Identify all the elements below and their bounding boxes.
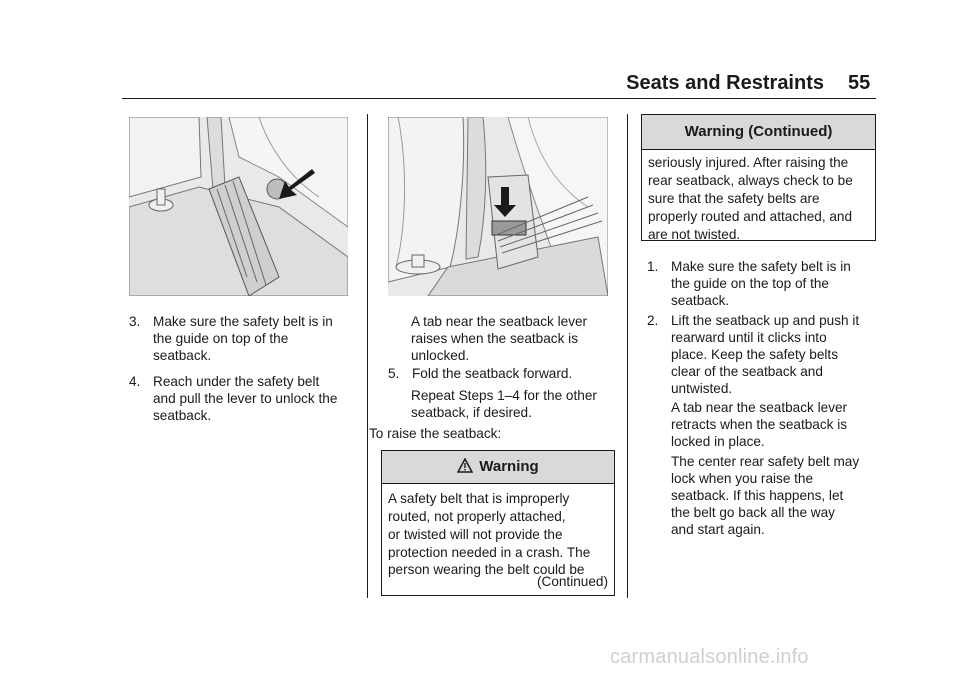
step-line: the guide on top of the <box>153 331 289 346</box>
step-line: untwisted. <box>671 381 733 396</box>
step-text: Fold the seatback forward. <box>412 366 573 381</box>
warning-header <box>382 451 614 484</box>
raise-heading: To raise the seatback: <box>369 426 502 441</box>
tab-note <box>411 313 621 364</box>
column-divider-1 <box>367 114 368 598</box>
page-header <box>0 0 960 100</box>
step-4 <box>129 373 359 433</box>
seatbelt-guide-arrow-icon <box>129 117 348 296</box>
step-line: seatback. <box>153 348 212 363</box>
step-line: Make sure the safety belt is in <box>671 259 851 274</box>
seatbelt-guide-figure <box>129 117 348 296</box>
step-line: and pull the lever to unlock the <box>153 391 338 406</box>
step-number: 1. <box>647 259 659 274</box>
watermark: carmanualsonline.info <box>610 646 809 668</box>
warning-line: A safety belt that is improperly <box>388 491 570 506</box>
warning-continued-box <box>641 114 876 241</box>
warning-line: routed, not properly attached, <box>388 509 566 524</box>
step-number: 3. <box>129 314 141 329</box>
center-belt-note <box>671 453 886 538</box>
section-title: Seats and Restraints <box>626 72 824 94</box>
warning-continued-header: Warning (Continued) <box>642 115 875 150</box>
seatback-lever-arrow-icon <box>388 117 608 296</box>
note-line: Repeat Steps 1–4 for the other <box>411 388 597 403</box>
step-1 <box>647 258 877 314</box>
warning-title: Warning <box>479 458 539 475</box>
step-number: 4. <box>129 374 141 389</box>
warning-line: seriously injured. After raising the <box>648 155 849 170</box>
note-line: raises when the seatback is <box>411 331 578 346</box>
header-rule <box>122 98 876 99</box>
step-2 <box>647 312 879 402</box>
warning-box <box>381 450 615 596</box>
step-3 <box>129 313 359 373</box>
warning-line: protection needed in a crash. The <box>388 545 591 560</box>
warning-line: are not twisted. <box>648 227 741 242</box>
step-line: seatback. <box>153 408 212 423</box>
repeat-note <box>411 387 626 421</box>
page-number: 55 <box>848 72 871 94</box>
step-line: Lift the seatback up and push it <box>671 313 860 328</box>
column-divider-2 <box>627 114 628 598</box>
step-number: 5. <box>388 366 400 381</box>
note-line: locked in place. <box>671 434 765 449</box>
warning-continued-body <box>642 150 875 244</box>
note-line: retracts when the seatback is <box>671 417 848 432</box>
step-5 <box>388 365 618 385</box>
note-line: seatback. If this happens, let <box>671 488 844 503</box>
warning-line: rear seatback, always check to be <box>648 173 853 188</box>
note-line: the belt go back all the way <box>671 505 835 520</box>
note-line: A tab near the seatback lever <box>411 314 588 329</box>
warning-line: person wearing the belt could be <box>388 562 585 577</box>
note-line: and start again. <box>671 522 765 537</box>
step-text <box>153 373 337 424</box>
step-line: place. Keep the safety belts <box>671 347 839 362</box>
step-text <box>671 312 859 397</box>
step-line: seatback. <box>671 293 730 308</box>
warning-line: or twisted will not provide the <box>388 527 563 542</box>
note-line: The center rear safety belt may <box>671 454 860 469</box>
step-text <box>671 258 851 309</box>
step-number: 2. <box>647 313 659 328</box>
step-line: rearward until it clicks into <box>671 330 827 345</box>
note-line: lock when you raise the <box>671 471 814 486</box>
note-line: A tab near the seatback lever <box>671 400 848 415</box>
step-text <box>153 313 333 364</box>
step-line: clear of the seatback and <box>671 364 823 379</box>
tab-retract-note <box>671 399 881 450</box>
step-line: Make sure the safety belt is in <box>153 314 333 329</box>
step-line: Reach under the safety belt <box>153 374 320 389</box>
warning-line: properly routed and attached, and <box>648 209 853 224</box>
note-line: seatback, if desired. <box>411 405 532 420</box>
warning-body <box>382 484 614 578</box>
continued-label: (Continued) <box>536 574 608 589</box>
warning-triangle-icon <box>457 453 473 485</box>
seatback-lever-figure <box>388 117 608 296</box>
step-line: the guide on the top of the <box>671 276 829 291</box>
note-line: unlocked. <box>411 348 470 363</box>
warning-line: sure that the safety belts are <box>648 191 820 206</box>
